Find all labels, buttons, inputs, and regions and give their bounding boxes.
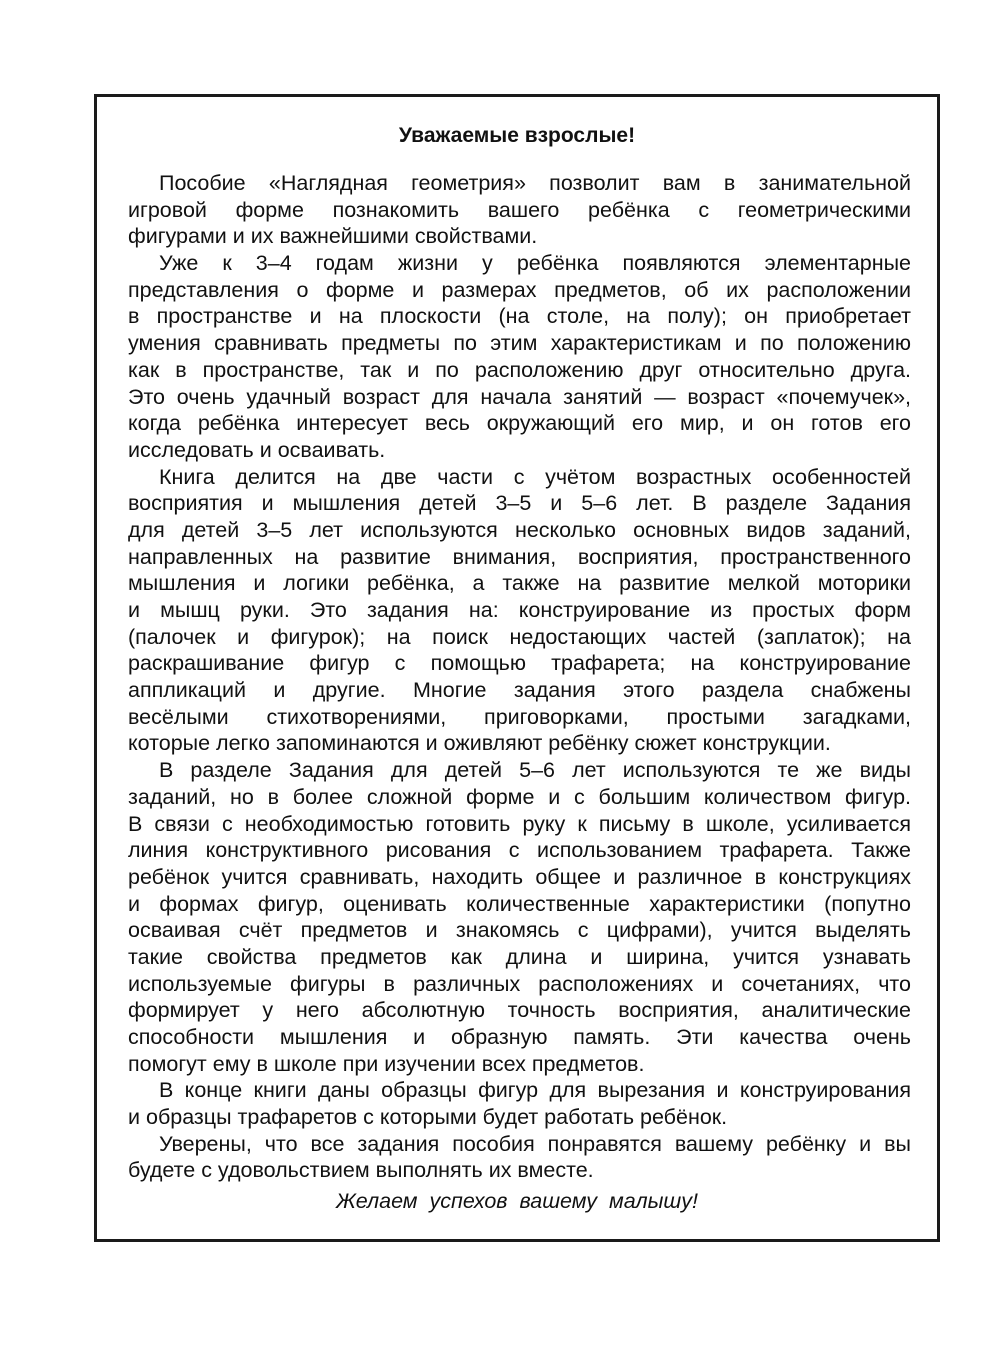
- text-line: фигурами и их важнейшими свойствами.: [128, 224, 538, 249]
- text-line: помогут ему в школе при изучении всех предметов.: [128, 1051, 645, 1076]
- paragraph: [128, 1077, 911, 1130]
- text-line: исследовать и осваивать.: [128, 437, 386, 462]
- text-line: (палочек и фигурок); на поиск недостающих частей (заплаток); на: [128, 624, 911, 649]
- text-line: направленных на развитие внимания, восприятия, пространственного: [128, 544, 911, 569]
- paragraph: [128, 464, 911, 758]
- text-line: и формах фигур, оценивать количественные характеристики (попутно: [128, 891, 911, 916]
- paragraph: [128, 1131, 911, 1184]
- text-line: весёлыми стихотворениями, приговорками, простыми загадками,: [128, 704, 911, 729]
- text-line: В разделе Задания для детей 5–6 лет используются те же виды: [159, 758, 911, 783]
- text-line: и мышц руки. Это задания на: конструирование из простых форм: [128, 598, 911, 622]
- page-title: Уважаемые взрослые!: [398, 124, 636, 147]
- text-line: Пособие «Наглядная геометрия» позволит вам в занимательной: [159, 171, 911, 195]
- text-line: будете с удовольствием выполнять их вместе.: [128, 1158, 594, 1183]
- text-line: В связи с необходимостью готовить руку к письму в школе, усиливается: [128, 811, 911, 836]
- text-line: Книга делится на две части с учётом возрастных особенностей: [159, 464, 911, 489]
- text-line: В конце книги даны образцы фигур для вырезания и конструирования: [159, 1078, 911, 1103]
- text-line: восприятия и мышления детей 3–5 и 5–6 лет. В разделе Задания: [128, 491, 911, 516]
- text-line: осваивая счёт предметов и знакомясь с цифрами), учится выделять: [128, 918, 911, 943]
- paragraph: [128, 250, 911, 464]
- text-line: такие свойства предметов как длина и ширина, учится узнавать: [128, 944, 911, 969]
- text-line: способности мышления и образную память. Эти качества очень: [128, 1025, 911, 1049]
- text-line: используемые фигуры в различных расположениях и сочетаниях, что: [128, 971, 911, 996]
- text-line: Уже к 3–4 годам жизни у ребёнка появляются элементарные: [159, 251, 911, 276]
- text-line: формирует у него абсолютную точность восприятия, аналитические: [128, 998, 911, 1023]
- text-line: Уверены, что все задания пособия понравятся вашему ребёнку и вы: [159, 1131, 911, 1156]
- text-line: раскрашивание фигур с помощью трафарета; на конструирование: [128, 651, 911, 676]
- text-line: когда ребёнка интересует весь окружающий его мир, и он готов его: [128, 411, 911, 436]
- text-line: умения сравнивать предметы по этим характеристикам и по положению: [128, 331, 911, 356]
- text-line: Это очень удачный возраст для начала занятий — возраст «почемучек»,: [128, 384, 911, 409]
- text-line: для детей 3–5 лет используются несколько основных видов заданий,: [128, 517, 911, 542]
- text-line: аппликаций и другие. Многие задания этого раздела снабжены: [128, 678, 911, 703]
- text-line: линия конструктивного рисования с использованием трафарета. Также: [128, 838, 911, 863]
- paragraph: [128, 757, 911, 1077]
- text-line: заданий, но в более сложной форме и с большим количеством фигур.: [128, 784, 911, 809]
- closing-wish: Желаем успехов вашему малышу!: [336, 1189, 698, 1213]
- text-line: в пространстве и на плоскости (на столе, на полу); он приобретает: [128, 304, 911, 329]
- body-text: [128, 170, 911, 1184]
- text-line: игровой форме познакомить вашего ребёнка с геометрическими: [128, 197, 911, 222]
- text-line: представления о форме и размерах предметов, об их расположении: [128, 277, 911, 302]
- text-line: как в пространстве, так и по расположению друг относительно друга.: [128, 357, 911, 382]
- text-line: которые легко запоминаются и оживляют ребёнку сюжет конструкции.: [128, 731, 831, 756]
- notice-frame: [94, 94, 940, 1242]
- text-line: мышления и логики ребёнка, а также на развитие мелкой моторики: [128, 571, 911, 596]
- paragraph: [128, 170, 911, 250]
- text-line: и образцы трафаретов с которыми будет работать ребёнок.: [128, 1105, 728, 1130]
- text-line: ребёнок учится сравнивать, находить общее и различное в конструкциях: [128, 864, 911, 889]
